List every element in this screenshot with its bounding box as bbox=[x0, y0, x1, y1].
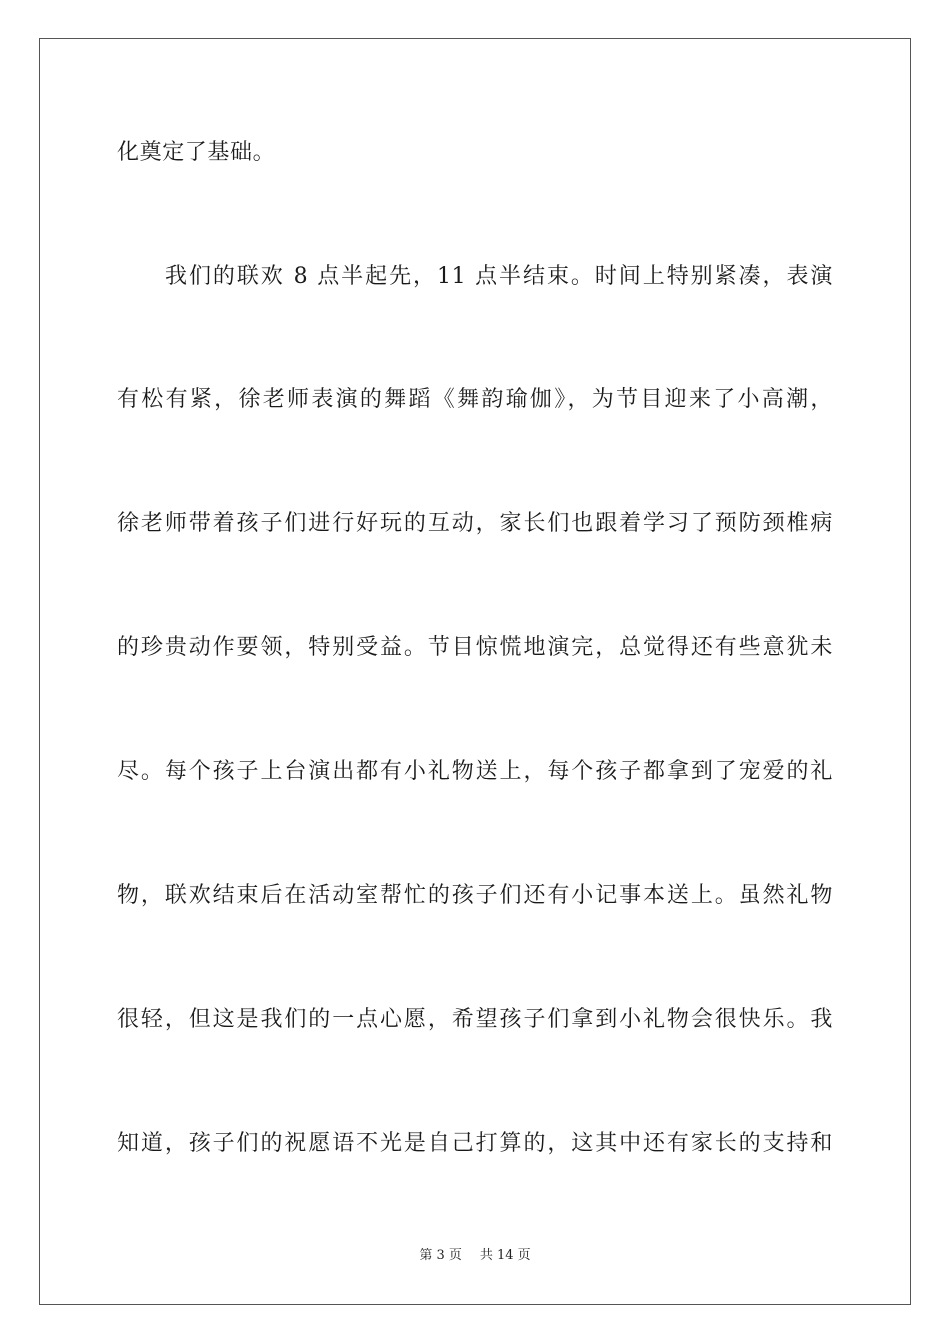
page-total: 共 14 页 bbox=[479, 1248, 531, 1263]
text-line: 徐老师带着孩子们进行好玩的互动，家长们也跟着学习了预防颈椎病 bbox=[117, 511, 833, 536]
text-line: 我们的联欢 8 点半起先，11 点半结束。时间上特别紧凑，表演 bbox=[165, 264, 833, 289]
text-line: 尽。每个孩子上台演出都有小礼物送上，每个孩子都拿到了宠爱的礼 bbox=[117, 759, 833, 784]
page-footer bbox=[0, 1247, 950, 1265]
text-line: 化奠定了基础。 bbox=[117, 140, 276, 165]
text-line: 有松有紧，徐老师表演的舞蹈《舞韵瑜伽》，为节目迎来了小高潮， bbox=[117, 387, 833, 412]
text-line: 的珍贵动作要领，特别受益。节目惊慌地演完，总觉得还有些意犹未 bbox=[117, 635, 833, 660]
page-border bbox=[39, 38, 911, 1305]
text-line: 知道，孩子们的祝愿语不光是自己打算的，这其中还有家长的支持和 bbox=[117, 1131, 833, 1156]
text-line: 很轻，但这是我们的一点心愿，希望孩子们拿到小礼物会很快乐。我 bbox=[117, 1007, 833, 1032]
page-number: 第 3 页 bbox=[419, 1248, 462, 1263]
text-line: 物，联欢结束后在活动室帮忙的孩子们还有小记事本送上。虽然礼物 bbox=[117, 883, 833, 908]
